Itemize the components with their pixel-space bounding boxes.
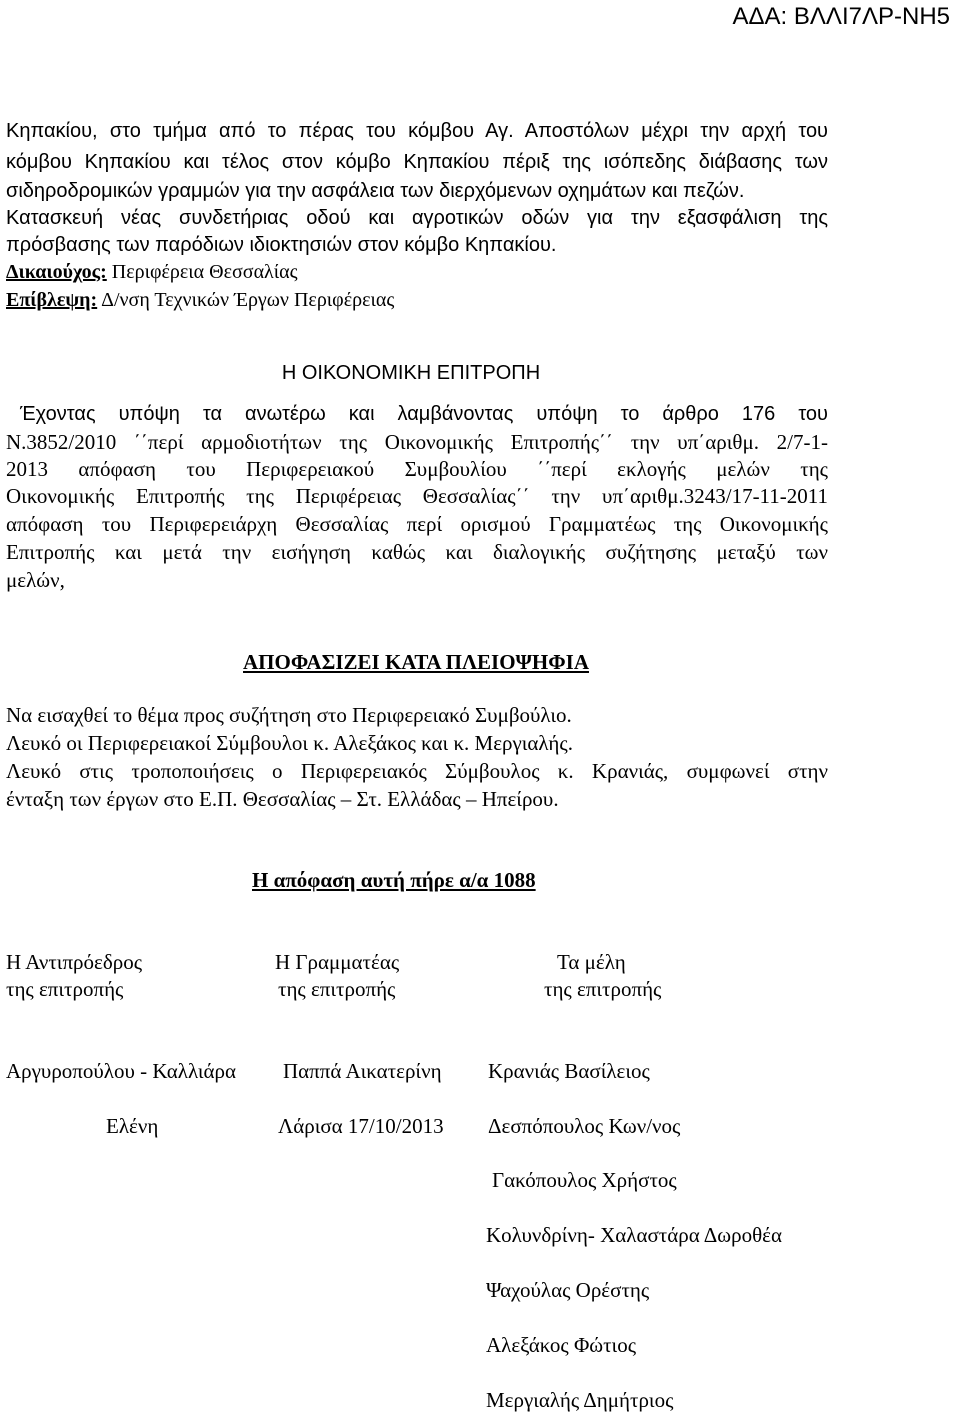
intro-line: Κηπακίου, στο τμήμα από το πέρας του κόμβου Αγ. Αποστόλων μέχρι την αρχή του (6, 120, 828, 142)
member-name: Γακόπουλος Χρήστος (492, 1168, 677, 1192)
member-name: Κρανιάς Βασίλειος (488, 1059, 650, 1083)
decision-line: Να εισαχθεί το θέμα προς συζήτηση στο Περιφερειακό Συμβούλιο. (6, 703, 572, 727)
vice-chair-name-cont: Ελένη (106, 1114, 159, 1138)
beneficiary-label: Δικαιούχος: (6, 261, 107, 283)
intro-line: Κατασκευή νέας συνδετήριας οδού και αγροτικών οδών για την εξασφάλιση της (6, 207, 828, 229)
intro-line: πρόσβασης των παρόδιων ιδιοκτησιών στον κόμβο Κηπακίου. (6, 234, 557, 256)
secretary-title: Η Γραμματέας (275, 950, 400, 974)
consideration-line: απόφαση του Περιφερειάρχη Θεσσαλίας περί ορισμού Γραμματέως της Οικονομικής (6, 512, 828, 536)
members-title: Τα μέλη (557, 950, 626, 974)
supervision-line (6, 287, 394, 313)
member-name: Δεσπόπουλος Κων/νος (488, 1114, 681, 1138)
ada-code: ΑΔΑ: ΒΛΛΙ7ΛΡ-ΝΗ5 (732, 3, 950, 30)
committee-title: Η ΟΙΚΟΝΟΜΙΚΗ ΕΠΙΤΡΟΠΗ (281, 362, 541, 384)
member-name: Ψαχούλας Ορέστης (486, 1278, 650, 1302)
members-sub: της επιτροπής (544, 977, 662, 1001)
vice-chair-name: Αργυροπούλου - Καλλιάρα (6, 1059, 237, 1083)
supervision-value: Δ/νση Τεχνικών Έργων Περιφέρειας (97, 289, 395, 311)
place-date: Λάρισα 17/10/2013 (278, 1114, 444, 1138)
consideration-line: μελών, (6, 568, 65, 592)
secretary-name: Παππά Αικατερίνη (283, 1059, 442, 1083)
intro-line: κόμβου Κηπακίου και τέλος στον κόμβο Κηπακίου πέριξ της ισόπεδης διάβασης των (6, 151, 828, 173)
decision-line: Λευκό οι Περιφερειακοί Σύμβουλοι κ. Αλεξάκος και κ. Μεργιαλής. (6, 731, 573, 755)
member-name: Μεργιαλής Δημήτριος (486, 1388, 674, 1412)
vice-chair-title: Η Αντιπρόεδρος (6, 950, 143, 974)
consideration-line: Έχοντας υπόψη τα ανωτέρω και λαμβάνοντας υπόψη το άρθρο 176 του (20, 403, 828, 425)
consideration-line: Επιτροπής και μετά την εισήγηση καθώς και διαλογικής συζήτησης μεταξύ των (6, 540, 828, 564)
beneficiary-value: Περιφέρεια Θεσσαλίας (106, 261, 298, 283)
secretary-sub: της επιτροπής (278, 977, 396, 1001)
consideration-line: Ν.3852/2010 ΄΄περί αρμοδιοτήτων της Οικονομικής Επιτροπής΄΄ την υπ΄αριθμ. 2/7-1- (6, 430, 828, 454)
member-name: Κολυνδρίνη- Χαλαστάρα Δωροθέα (486, 1223, 782, 1247)
decision-heading: ΑΠΟΦΑΣΙΖΕΙ ΚΑΤΑ ΠΛΕΙΟΨΗΦΙΑ (243, 650, 589, 674)
decision-number: Η απόφαση αυτή πήρε α/α 1088 (252, 868, 536, 892)
supervision-label: Επίβλεψη: (6, 289, 98, 311)
decision-line: Λευκό στις τροποποιήσεις ο Περιφερειακός Σύμβουλος κ. Κρανιάς, συμφωνεί στην (6, 759, 828, 783)
intro-line: σιδηροδρομικών γραμμών για την ασφάλεια των διερχόμενων οχημάτων και πεζών. (6, 180, 745, 202)
member-name: Αλεξάκος Φώτιος (486, 1333, 637, 1357)
decision-line: ένταξη των έργων στο Ε.Π. Θεσσαλίας – Στ. Ελλάδας – Ηπείρου. (6, 787, 559, 811)
vice-chair-sub: της επιτροπής (6, 977, 124, 1001)
consideration-line: Οικονομικής Επιτροπής της Περιφέρειας Θεσσαλίας΄΄ την υπ΄αριθμ.3243/17-11-2011 (6, 484, 828, 508)
consideration-line: 2013 απόφαση του Περιφερειακού Συμβουλίου ΄΄περί εκλογής μελών της (6, 457, 828, 481)
beneficiary-line (6, 259, 298, 285)
